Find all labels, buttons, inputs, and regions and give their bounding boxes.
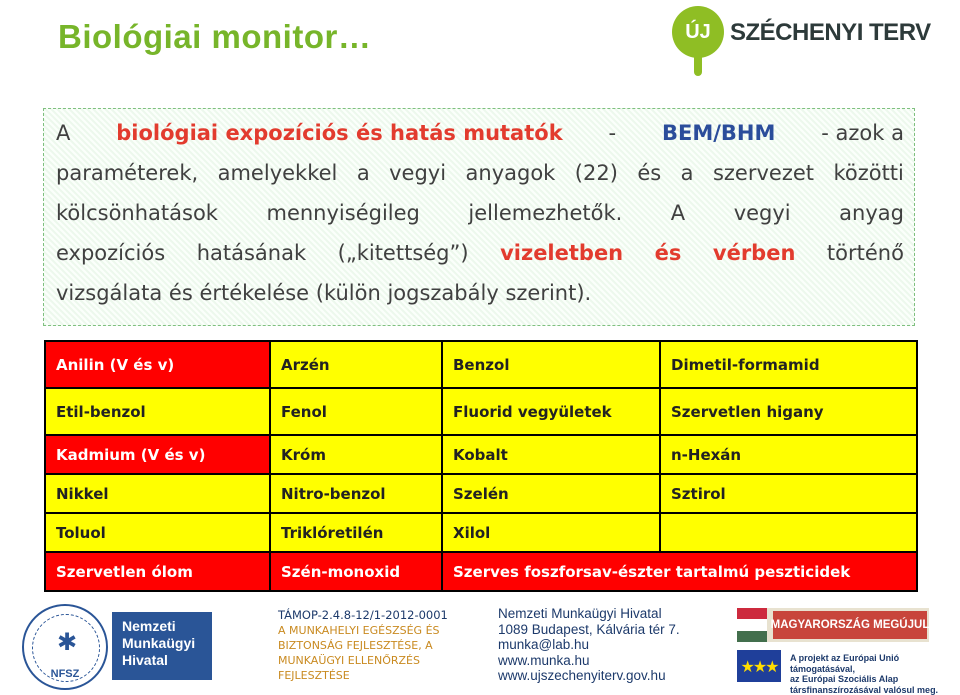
intro-word: történő bbox=[827, 241, 904, 265]
tamop-line: A MUNKAHELYI EGÉSZSÉG ÉS bbox=[278, 623, 448, 638]
vitruvian-figure-icon: ✱ bbox=[57, 628, 77, 656]
intro-word: a bbox=[357, 161, 370, 185]
intro-word: mennyiségileg bbox=[267, 201, 420, 225]
eu-flag-icon bbox=[737, 650, 781, 682]
intro-highlight-red: vizeletben bbox=[500, 241, 623, 265]
intro-word: expozíciós bbox=[56, 241, 165, 265]
table-cell: Etil-benzol bbox=[45, 388, 270, 435]
page-title: Biológiai monitor… bbox=[58, 18, 371, 56]
intro-word: amelyekkel bbox=[218, 161, 338, 185]
table-cell: Xilol bbox=[442, 513, 660, 552]
contact-website-link[interactable]: www.munka.hu bbox=[498, 653, 680, 669]
table-row bbox=[45, 435, 917, 474]
intro-line-4 bbox=[56, 241, 904, 265]
table-cell: Szervetlen higany bbox=[660, 388, 917, 435]
intro-word: vegyi bbox=[734, 201, 791, 225]
table-cell: Fluorid vegyületek bbox=[442, 388, 660, 435]
eu-line: az Európai Szociális Alap bbox=[790, 674, 960, 685]
nmh-line: Munkaügyi bbox=[122, 635, 212, 652]
logo-text: SZÉCHENYI TERV bbox=[730, 19, 931, 47]
mm-banner-text: MAGYARORSZÁG MEGÚJUL bbox=[773, 611, 927, 639]
table-row bbox=[45, 341, 917, 388]
intro-word: - bbox=[609, 121, 617, 145]
contact-info bbox=[498, 606, 680, 684]
table-cell: Dimetil-formamid bbox=[660, 341, 917, 388]
intro-word: kölcsönhatások bbox=[56, 201, 218, 225]
logo-tail-shape bbox=[694, 54, 702, 76]
footer bbox=[0, 600, 960, 694]
intro-highlight-red: biológiai expozíciós és hatás mutatók bbox=[116, 121, 562, 145]
table-cell: Kobalt bbox=[442, 435, 660, 474]
table-cell: n-Hexán bbox=[660, 435, 917, 474]
table-cell: Benzol bbox=[442, 341, 660, 388]
intro-word: paraméterek, bbox=[56, 161, 198, 185]
eu-stars-icon: ★★★ bbox=[737, 650, 781, 682]
intro-line-1 bbox=[56, 121, 904, 145]
intro-word: hatásának bbox=[197, 241, 306, 265]
nmh-line: Hivatal bbox=[122, 652, 212, 669]
table-cell: Kadmium (V és v) bbox=[45, 435, 270, 474]
intro-word: a bbox=[681, 161, 694, 185]
table-cell: Nikkel bbox=[45, 474, 270, 513]
magyarorszag-megujul-banner bbox=[737, 608, 929, 642]
intro-word: anyag bbox=[839, 201, 904, 225]
chemicals-table bbox=[44, 340, 918, 592]
contact-email-link[interactable]: munka@lab.hu bbox=[498, 637, 680, 653]
intro-word: közötti bbox=[833, 161, 903, 185]
tamop-project-info bbox=[278, 608, 448, 683]
intro-highlight-blue: BEM/BHM bbox=[662, 121, 775, 145]
table-row bbox=[45, 474, 917, 513]
intro-word: A bbox=[56, 121, 70, 145]
intro-textbox bbox=[43, 108, 915, 326]
intro-word: (22) bbox=[575, 161, 618, 185]
intro-word: és bbox=[637, 161, 661, 185]
contact-line: Nemzeti Munkaügyi Hivatal bbox=[498, 606, 680, 622]
table-cell: Króm bbox=[270, 435, 442, 474]
intro-word: szervezet bbox=[713, 161, 814, 185]
intro-highlight-red: és bbox=[655, 241, 682, 265]
intro-line-2 bbox=[56, 161, 904, 185]
intro-word: („kitettség”) bbox=[338, 241, 469, 265]
eu-line: A projekt az Európai Unió támogatásával, bbox=[790, 653, 960, 674]
intro-word: anyagok bbox=[466, 161, 556, 185]
table-cell: Sztirol bbox=[660, 474, 917, 513]
uj-logo-icon: ÚJ bbox=[672, 6, 724, 58]
table-cell: Szén-monoxid bbox=[270, 552, 442, 591]
intro-word: vegyi bbox=[389, 161, 446, 185]
table-cell bbox=[660, 513, 917, 552]
table-cell: Szerves foszforsav-észter tartalmú peszticidek bbox=[442, 552, 917, 591]
intro-line-5: vizsgálata és értékelése (külön jogszabály szerint). bbox=[56, 281, 904, 305]
eu-funding-text bbox=[790, 653, 960, 695]
nmh-line: Nemzeti bbox=[122, 618, 212, 635]
table-cell: Szervetlen ólom bbox=[45, 552, 270, 591]
table-row bbox=[45, 388, 917, 435]
nemzeti-munkaugyi-hivatal-logo bbox=[112, 612, 212, 680]
tamop-code: TÁMOP-2.4.8-12/1-2012-0001 bbox=[278, 608, 448, 623]
table-cell: Fenol bbox=[270, 388, 442, 435]
table-cell: Anilin (V és v) bbox=[45, 341, 270, 388]
eu-line: társfinanszírozásával valósul meg. bbox=[790, 685, 960, 695]
tamop-line: BIZTONSÁG FEJLESZTÉSE, A bbox=[278, 638, 448, 653]
table-row bbox=[45, 552, 917, 591]
intro-word: jellemezhetők. bbox=[468, 201, 622, 225]
contact-line: 1089 Budapest, Kálvária tér 7. bbox=[498, 622, 680, 638]
intro-line-3 bbox=[56, 201, 904, 225]
tamop-line: MUNKAÜGYI ELLENŐRZÉS bbox=[278, 653, 448, 668]
table-cell: Szelén bbox=[442, 474, 660, 513]
szechenyi-terv-logo bbox=[672, 6, 922, 76]
table-cell: Triklóretilén bbox=[270, 513, 442, 552]
table-row bbox=[45, 513, 917, 552]
intro-word: A bbox=[671, 201, 685, 225]
nfsz-label: NFSZ bbox=[24, 668, 106, 680]
table-cell: Toluol bbox=[45, 513, 270, 552]
intro-highlight-red: vérben bbox=[713, 241, 796, 265]
nfsz-logo bbox=[22, 604, 108, 690]
hungarian-flag-icon bbox=[737, 608, 767, 642]
tamop-line: FEJLESZTÉSE bbox=[278, 668, 448, 683]
table-cell: Nitro-benzol bbox=[270, 474, 442, 513]
table-cell: Arzén bbox=[270, 341, 442, 388]
intro-word: - azok a bbox=[821, 121, 904, 145]
contact-website-link[interactable]: www.ujszechenyiterv.gov.hu bbox=[498, 668, 680, 684]
